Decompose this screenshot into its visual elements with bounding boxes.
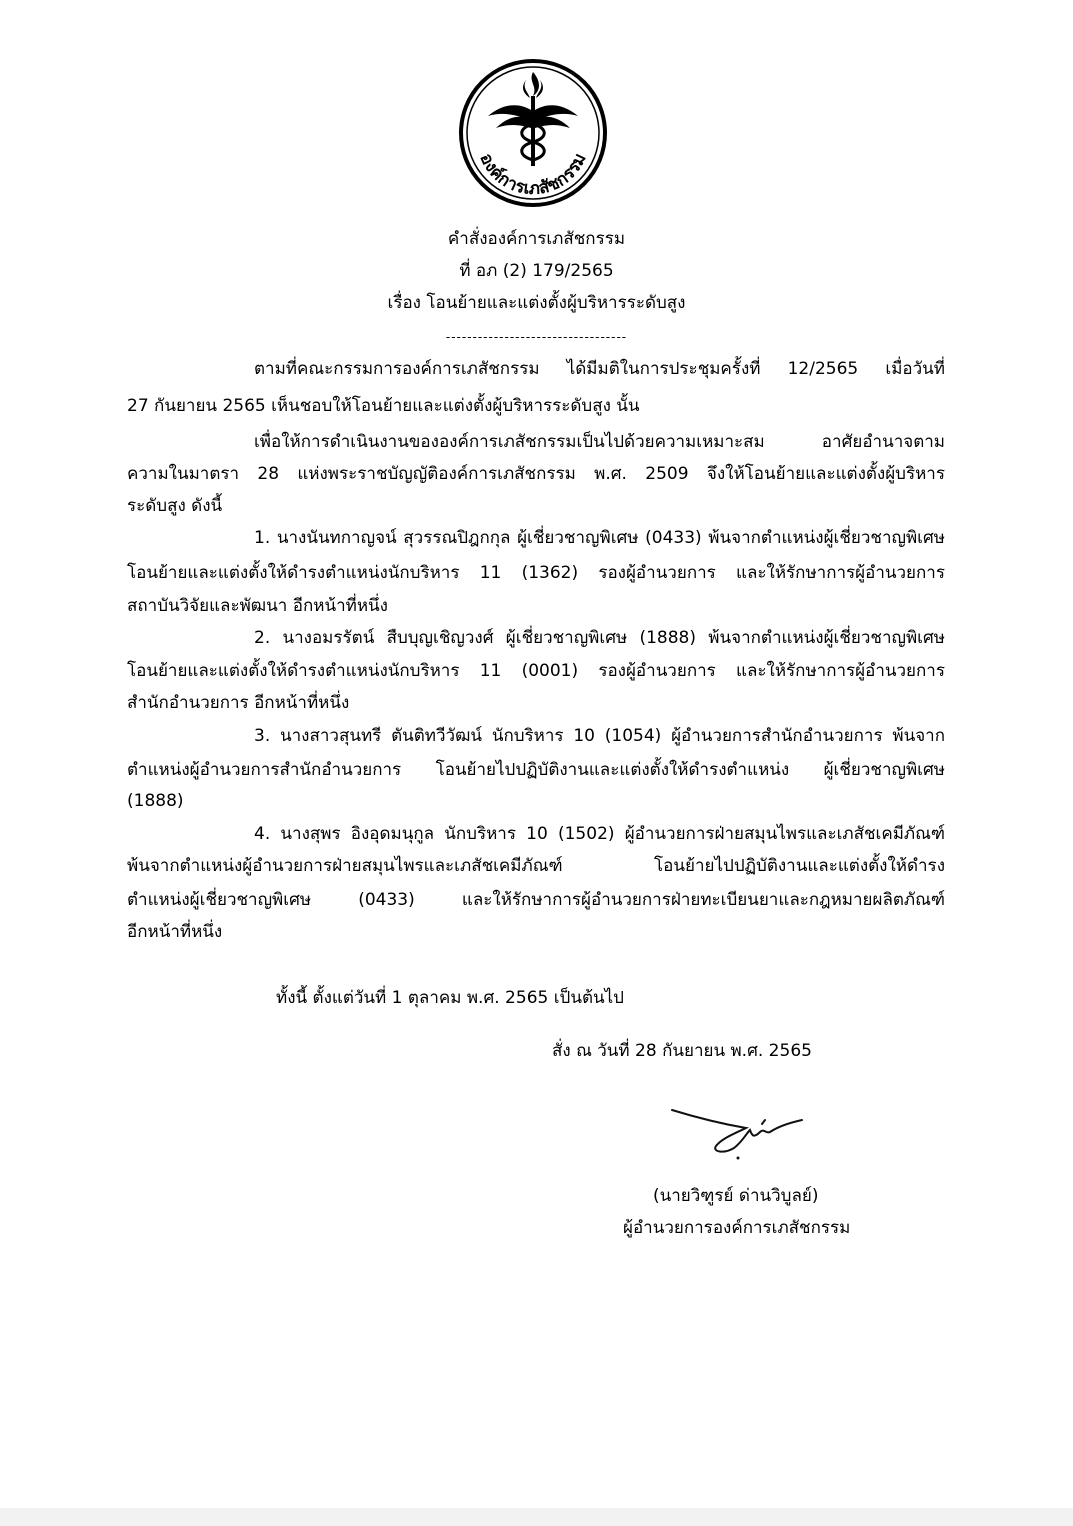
logo-arc-text: องค์การเภสัชกรรม xyxy=(475,150,591,200)
order-title: คำสั่งองค์การเภสัชกรรม xyxy=(447,229,626,249)
para1-line2: 27 กันยายน 2565 เห็นชอบให้โอนย้ายและแต่งตั้งผู้บริหารระดับสูง นั้น xyxy=(127,396,640,416)
item3-line1: 3. นางสาวสุนทรี ตันติทวีวัฒน์ นักบริหาร 10 (1054) ผู้อำนวยการสำนักอำนวยการ พ้นจาก xyxy=(254,726,945,746)
item2-line3: สำนักอำนวยการ อีกหน้าที่หนึ่ง xyxy=(127,693,350,713)
ordered-on-date: สั่ง ณ วันที่ 28 กันยายน พ.ศ. 2565 xyxy=(552,1041,812,1061)
item4-line3: ตำแหน่งผู้เชี่ยวชาญพิเศษ (0433) และให้รักษาการผู้อำนวยการฝ่ายทะเบียนยาและกฎหมายผลิตภัณฑ์ xyxy=(127,890,945,910)
item1-line3: สถาบันวิจัยและพัฒนา อีกหน้าที่หนึ่ง xyxy=(127,596,388,616)
para1-line1: ตามที่คณะกรรมการองค์การเภสัชกรรม ได้มีมติในการประชุมครั้งที่ 12/2565 เมื่อวันที่ xyxy=(254,359,945,379)
item4-line2: พ้นจากตำแหน่งผู้อำนวยการฝ่ายสมุนไพรและเภสัชเคมีภัณฑ์ โอนย้ายไปปฏิบัติงานและแต่งตั้งให้ดำรง xyxy=(127,856,945,876)
para2-line1: เพื่อให้การดำเนินงานขององค์การเภสัชกรรมเป็นไปด้วยความเหมาะสม อาศัยอำนาจตาม xyxy=(254,432,945,452)
para2-line3: ระดับสูง ดังนี้ xyxy=(127,496,223,516)
item2-line2: โอนย้ายและแต่งตั้งให้ดำรงตำแหน่งนักบริหาร 11 (0001) รองผู้อำนวยการ และให้รักษาการผู้อำนวยการ xyxy=(127,661,945,681)
signatory-name: (นายวิฑูรย์ ด่านวิบูลย์) xyxy=(653,1186,819,1206)
signatory-position: ผู้อำนวยการองค์การเภสัชกรรม xyxy=(623,1218,851,1238)
item4-line4: อีกหน้าที่หนึ่ง xyxy=(127,922,223,942)
item3-line3: (1888) xyxy=(127,791,184,811)
item4-line1: 4. นางสุพร อิงอุดมนุกูล นักบริหาร 10 (1502) ผู้อำนวยการฝ่ายสมุนไพรและเภสัชเคมีภัณฑ์ xyxy=(254,824,945,844)
viewer-bottom-strip xyxy=(0,1508,1073,1526)
item3-line2: ตำแหน่งผู้อำนวยการสำนักอำนวยการ โอนย้ายไปปฏิบัติงานและแต่งตั้งให้ดำรงตำแหน่ง ผู้เชี่ยวชาญพิเศษ xyxy=(127,760,945,780)
order-number: ที่ อภ (2) 179/2565 xyxy=(459,261,614,281)
item2-line1: 2. นางอมรรัตน์ สืบบุญเชิญวงศ์ ผู้เชี่ยวชาญพิเศษ (1888) พ้นจากตำแหน่งผู้เชี่ยวชาญพิเศษ xyxy=(254,628,945,648)
separator-line: ---------------------------------- xyxy=(445,330,628,344)
order-subject: เรื่อง โอนย้ายและแต่งตั้งผู้บริหารระดับสูง xyxy=(387,293,686,313)
handwritten-signature xyxy=(668,1098,818,1168)
para2-line2: ความในมาตรา 28 แห่งพระราชบัญญัติองค์การเภสัชกรรม พ.ศ. 2509 จึงให้โอนย้ายและแต่งตั้งผู้บริหาร xyxy=(127,464,945,484)
gpo-emblem-logo xyxy=(458,58,608,208)
effective-date: ทั้งนี้ ตั้งแต่วันที่ 1 ตุลาคม พ.ศ. 2565 เป็นต้นไป xyxy=(276,988,624,1008)
item1-line1: 1. นางนันทกาญจน์ สุวรรณปิฎกกุล ผู้เชี่ยวชาญพิเศษ (0433) พ้นจากตำแหน่งผู้เชี่ยวชาญพิเศษ xyxy=(254,528,945,548)
item1-line2: โอนย้ายและแต่งตั้งให้ดำรงตำแหน่งนักบริหาร 11 (1362) รองผู้อำนวยการ และให้รักษาการผู้อำนวยการ xyxy=(127,563,945,583)
